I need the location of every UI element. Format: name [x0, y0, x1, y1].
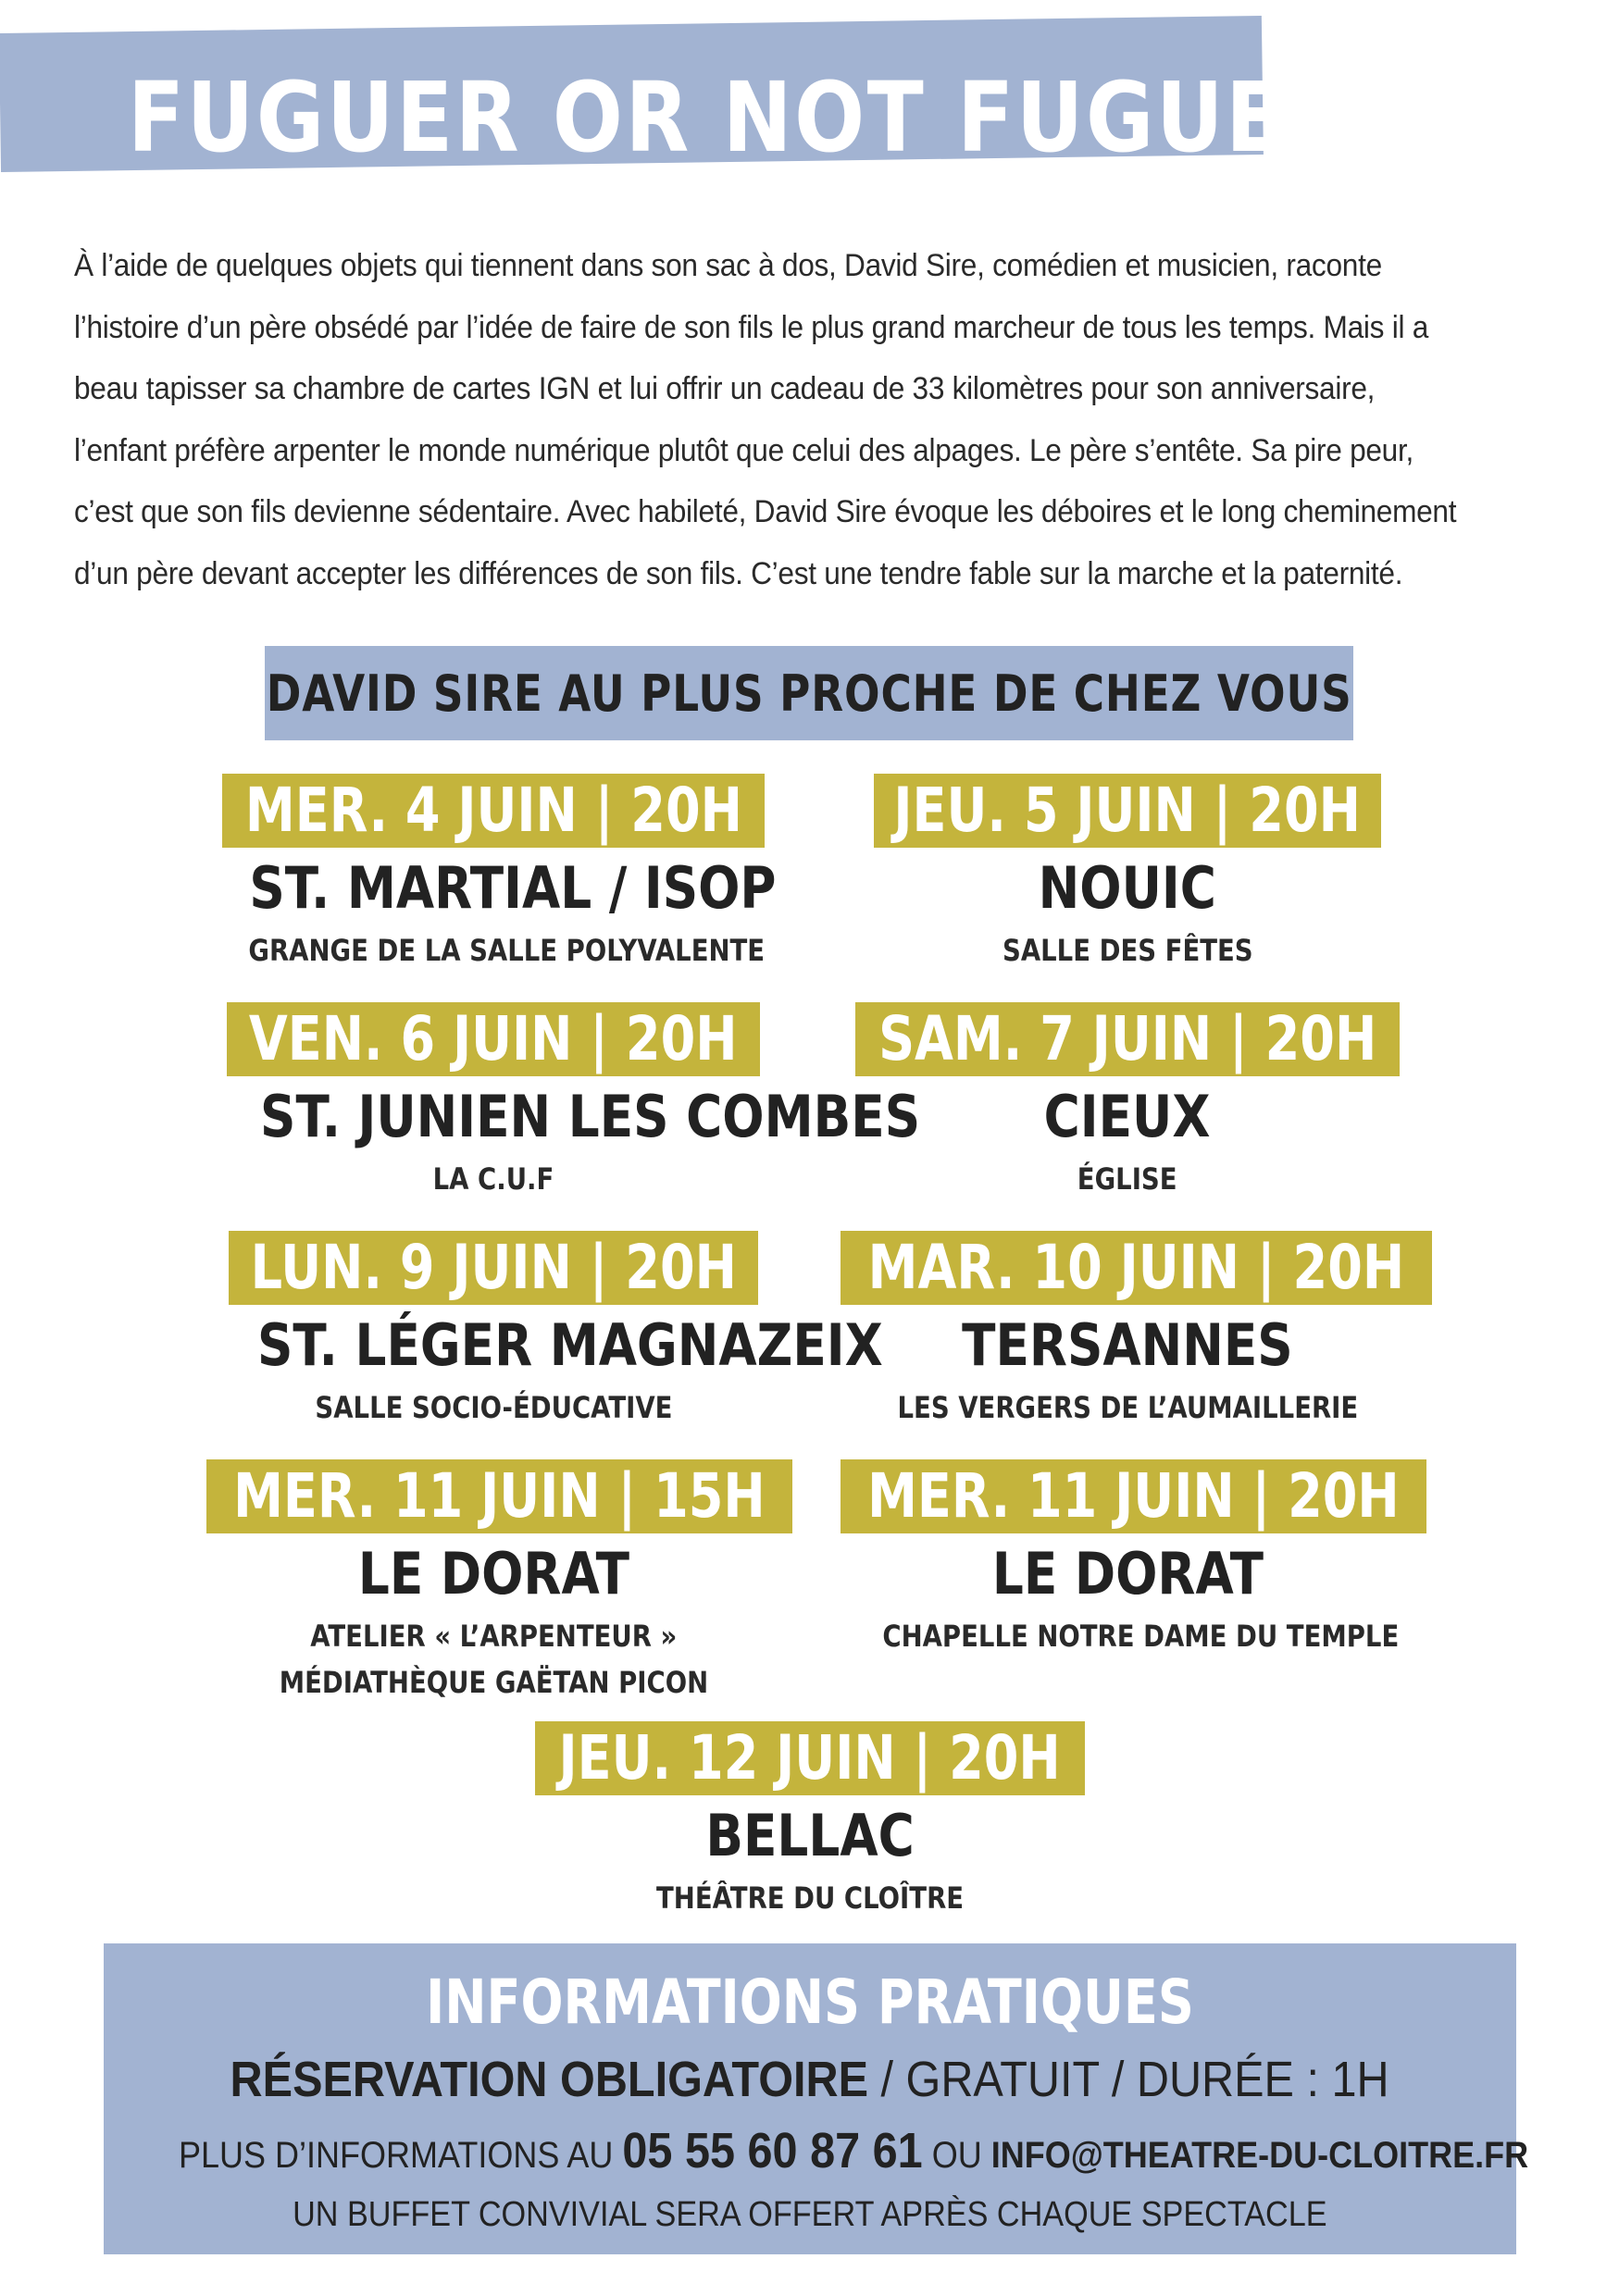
- event-city: CIEUX: [1044, 1083, 1211, 1150]
- buffet-line: [104, 2188, 1516, 2241]
- event-date: SAM. 7 JUIN | 20H: [855, 1002, 1400, 1076]
- event-city: TERSANNES: [962, 1311, 1293, 1379]
- event-card: [206, 774, 780, 974]
- description-line: À l’aide de quelques objets qui tiennent dans son sac à dos, David Sire, comédien et musicien, raconte: [74, 248, 1382, 283]
- event-venue: ÉGLISE: [1077, 1161, 1177, 1197]
- reservation-line: [104, 2047, 1516, 2112]
- event-city: LE DORAT: [357, 1540, 629, 1607]
- event-date: JEU. 12 JUIN | 20H: [535, 1721, 1084, 1795]
- event-venue: ATELIER « L’ARPENTEUR »: [309, 1619, 678, 1654]
- section-banner: [265, 646, 1353, 740]
- description-line: l’enfant préfère arpenter le monde numérique plutôt que celui des alpages. Le père s’entête. Sa pire peur,: [74, 432, 1414, 468]
- event-card: [206, 1002, 921, 1202]
- buffet-text: UN BUFFET CONVIVIAL SERA OFFERT APRÈS CHAQUE SPECTACLE: [293, 2195, 1327, 2234]
- event-date: MER. 11 JUIN | 20H: [841, 1459, 1426, 1533]
- event-date: MER. 4 JUIN | 20H: [222, 774, 766, 848]
- section-title: DAVID SIRE AU PLUS PROCHE DE CHEZ VOUS: [266, 664, 1352, 723]
- event-date: MER. 11 JUIN | 15H: [206, 1459, 792, 1533]
- event-card: [841, 774, 1414, 974]
- event-venue: CHAPELLE NOTRE DAME DU TEMPLE: [882, 1619, 1400, 1654]
- event-card: [206, 1231, 883, 1431]
- event-city: ST. LÉGER MAGNAZEIX: [257, 1311, 883, 1379]
- event-venue: THÉÂTRE DU CLOÎTRE: [655, 1880, 965, 1916]
- event-venue: SALLE DES FÊTES: [1002, 933, 1253, 968]
- phone-number[interactable]: 05 55 60 87 61: [622, 2123, 923, 2178]
- event-date: JEU. 5 JUIN | 20H: [874, 774, 1380, 848]
- event-venue: LA C.U.F: [432, 1161, 554, 1197]
- event-card: [841, 1002, 1414, 1202]
- more-info-label: PLUS D’INFORMATIONS AU: [179, 2135, 623, 2176]
- description-line: l’histoire d’un père obsédé par l’idée de faire de son fils le plus grand marcheur de tous les temps. Mais il a: [74, 309, 1429, 345]
- event-venue: SALLE SOCIO-ÉDUCATIVE: [314, 1390, 673, 1425]
- event-city: BELLAC: [705, 1802, 915, 1869]
- event-date: VEN. 6 JUIN | 20H: [227, 1002, 759, 1076]
- info-box: [104, 1943, 1529, 2254]
- reservation-label: RÉSERVATION OBLIGATOIRE: [230, 2052, 869, 2107]
- event-card: [206, 1459, 780, 1706]
- email-link[interactable]: INFO@THEATRE-DU-CLOITRE.FR: [990, 2135, 1529, 2176]
- event-venue: GRANGE DE LA SALLE POLYVALENTE: [248, 933, 766, 968]
- event-city: ST. MARTIAL / ISOP: [249, 854, 777, 922]
- event-venue: LES VERGERS DE L’AUMAILLERIE: [897, 1390, 1358, 1425]
- event-card: [523, 1721, 1097, 1921]
- description-line: d’un père devant accepter les différences de son fils. C’est une tendre fable sur la marche et la paternité.: [74, 555, 1403, 591]
- description-line: beau tapisser sa chambre de cartes IGN et lui offrir un cadeau de 33 kilomètres pour son anniversaire,: [74, 371, 1376, 406]
- event-city: NOUIC: [1038, 854, 1217, 922]
- event-card: [841, 1231, 1414, 1431]
- event-venue: MÉDIATHÈQUE GAËTAN PICON: [279, 1665, 708, 1700]
- event-city: LE DORAT: [991, 1540, 1264, 1607]
- page-title: FUGUER OR NOT FUGUER: [128, 61, 1351, 174]
- event-card: [841, 1459, 1414, 1659]
- contact-line: [104, 2121, 1529, 2185]
- event-date: LUN. 9 JUIN | 20H: [229, 1231, 759, 1305]
- event-city: ST. JUNIEN LES COMBES: [260, 1083, 921, 1150]
- info-title: INFORMATIONS PRATIQUES: [426, 1967, 1194, 2038]
- description-line: c’est que son fils devienne sédentaire. Avec habileté, David Sire évoque les déboires et le long cheminement: [74, 494, 1457, 529]
- description: [74, 235, 1564, 604]
- price-duration: / GRATUIT / DURÉE : 1H: [868, 2052, 1390, 2107]
- event-date: MAR. 10 JUIN | 20H: [841, 1231, 1432, 1305]
- or-label: OU: [922, 2135, 991, 2176]
